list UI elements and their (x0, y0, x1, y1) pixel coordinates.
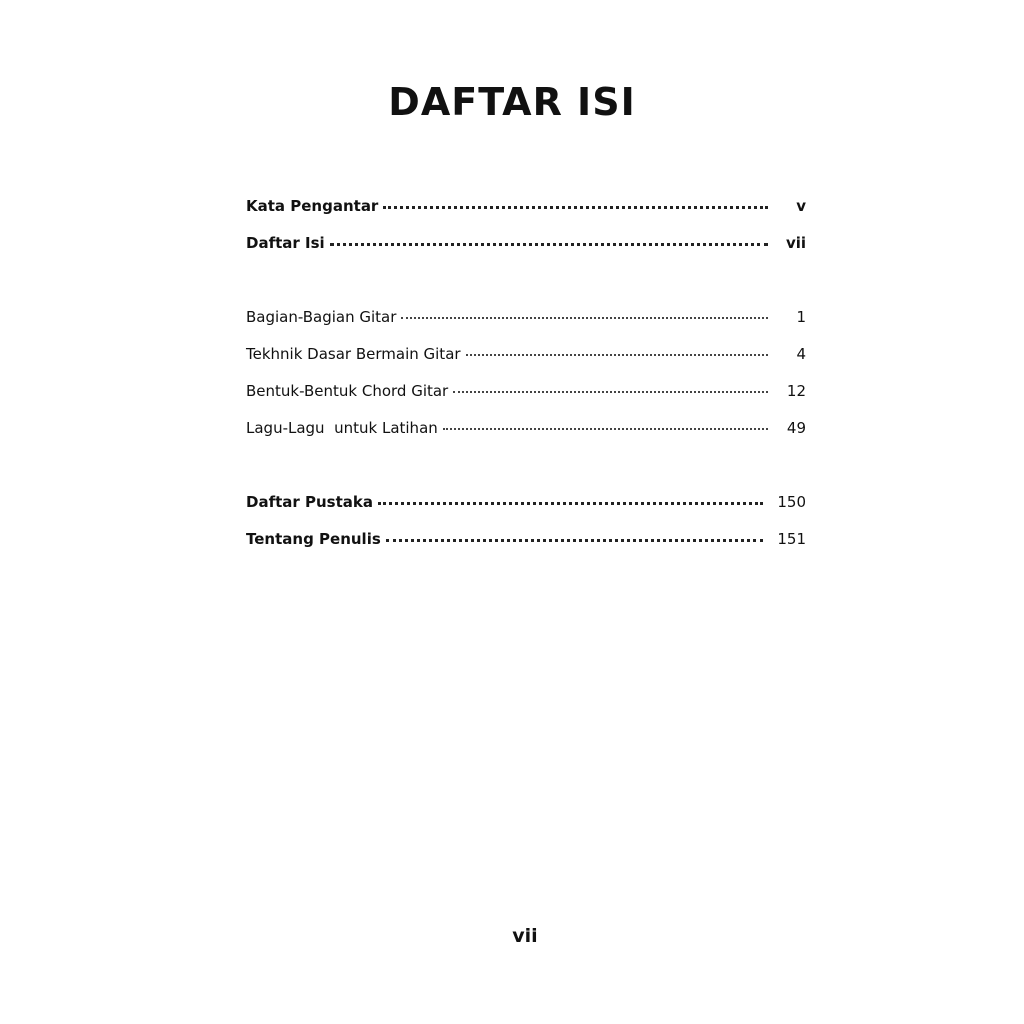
toc-front-matter (246, 192, 806, 266)
dot-leader (466, 340, 768, 356)
toc-entry-page: vii (785, 234, 806, 252)
toc-entry-label: Tekhnik Dasar Bermain Gitar (246, 345, 461, 363)
toc-entry-page: 4 (796, 345, 806, 363)
toc-entry-label: Tentang Penulis (246, 530, 381, 548)
toc-entry-label: Lagu-Lagu untuk Latihan (246, 419, 438, 437)
page-title: DAFTAR ISI (388, 80, 636, 124)
dot-leader (401, 303, 768, 319)
page-number: vii (512, 925, 538, 947)
dot-leader (330, 229, 768, 246)
toc-chapters (246, 303, 806, 451)
toc-entry-label: Daftar Isi (246, 234, 325, 252)
table-of-contents (246, 192, 806, 562)
dot-leader (453, 377, 768, 393)
toc-entry-label: Bentuk-Bentuk Chord Gitar (246, 382, 449, 400)
toc-back-matter (246, 488, 806, 562)
dot-leader (443, 414, 768, 430)
toc-entry-page: 1 (796, 308, 806, 326)
toc-entry-label: Bagian-Bagian Gitar (246, 308, 397, 326)
toc-entry-tentang-penulis[interactable] (246, 525, 806, 562)
toc-entry-page: 12 (786, 382, 806, 400)
toc-entry-kata-pengantar[interactable] (246, 192, 806, 229)
toc-entry-label: Kata Pengantar (246, 197, 379, 215)
toc-entry-page: 150 (777, 493, 806, 511)
toc-entry-daftar-pustaka[interactable] (246, 488, 806, 525)
toc-entry-bagian-bagian-gitar[interactable] (246, 303, 806, 340)
dot-leader (378, 488, 763, 505)
toc-entry-page: 151 (777, 530, 806, 548)
toc-entry-bentuk-chord[interactable] (246, 377, 806, 414)
toc-entry-label: Daftar Pustaka (246, 493, 374, 511)
toc-entry-page: v (796, 197, 806, 215)
toc-entry-tekhnik-dasar[interactable] (246, 340, 806, 377)
dot-leader (386, 525, 764, 542)
dot-leader (383, 192, 768, 209)
toc-entry-daftar-isi[interactable] (246, 229, 806, 266)
toc-entry-page: 49 (786, 419, 806, 437)
toc-entry-lagu-latihan[interactable] (246, 414, 806, 451)
